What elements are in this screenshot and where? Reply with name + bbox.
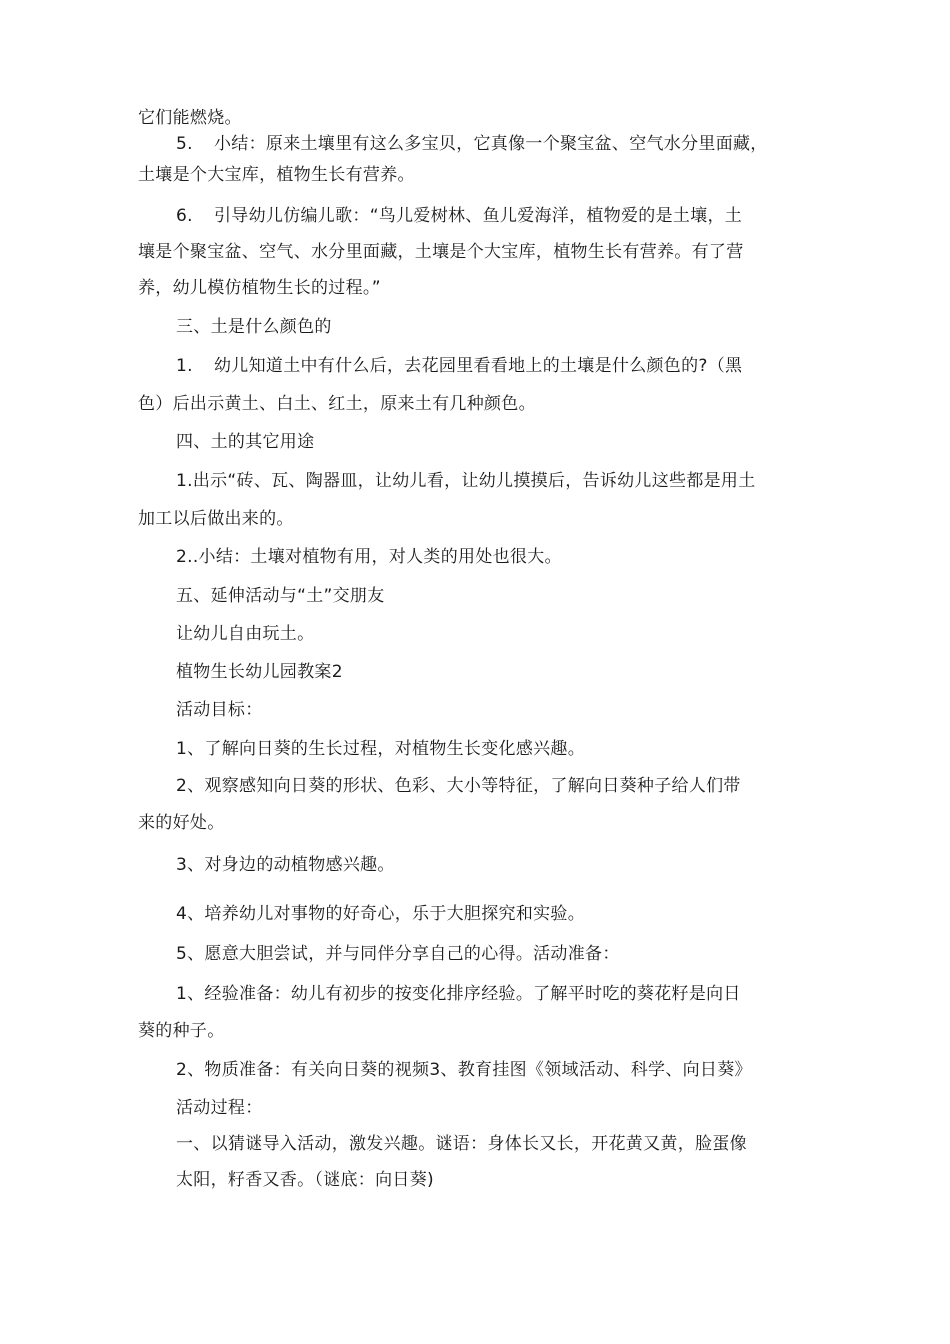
text-line: 土壤是个大宝库，植物生长有营养。 — [138, 165, 415, 185]
text-line: 2、观察感知向日葵的形状、色彩、大小等特征，了解向日葵种子给人们带 — [176, 776, 741, 796]
text-line: 4、培养幼儿对事物的好奇心，乐于大胆探究和实验。 — [176, 904, 586, 924]
text-line: 一、以猜谜导入活动，激发兴趣。谜语：身体长又长，开花黄又黄，脸蛋像 — [176, 1134, 747, 1154]
section-heading: 活动过程： — [176, 1098, 263, 1118]
text-line: 幼儿知道土中有什么后，去花园里看看地上的土壤是什么颜色的?（黑 — [214, 356, 743, 376]
list-item-5 — [176, 132, 768, 156]
section-heading: 三、土是什么颜色的 — [176, 317, 332, 337]
text-line: 让幼儿自由玩土。 — [176, 624, 315, 644]
text-line: 小结：原来土壤里有这么多宝贝，它真像一个聚宝盆、空气水分里面藏， — [214, 134, 768, 154]
list-number: 5. — [176, 134, 193, 154]
text-line: 色）后出示黄土、白土、红土，原来土有几种颜色。 — [138, 394, 536, 414]
text-line: 1.出示“砖、瓦、陶器皿，让幼儿看，让幼儿摸摸后，告诉幼儿这些都是用土 — [176, 471, 756, 491]
text-line: 3、对身边的动植物感兴趣。 — [176, 855, 395, 875]
document-title: 植物生长幼儿园教案2 — [176, 662, 343, 682]
text-line: 2..小结：土壤对植物有用，对人类的用处也很大。 — [176, 547, 562, 567]
text-line: 来的好处。 — [138, 813, 225, 833]
section-heading: 活动目标： — [176, 700, 263, 720]
text-line: 5、愿意大胆尝试，并与同伴分享自己的心得。活动准备： — [176, 944, 620, 964]
section-heading: 五、延伸活动与“土”交朋友 — [176, 586, 385, 606]
text-line: 引导幼儿仿编儿歌：“鸟儿爱树林、鱼儿爱海洋，植物爱的是土壤，土 — [214, 206, 743, 226]
text-line: 壤是个聚宝盆、空气、水分里面藏，土壤是个大宝库，植物生长有营养。有了营 — [138, 242, 744, 262]
text-line: 养，幼儿模仿植物生长的过程。” — [138, 278, 381, 298]
list-number: 1. — [176, 356, 193, 376]
text-line: 它们能燃烧。 — [138, 108, 242, 128]
text-line: 2、物质准备：有关向日葵的视频3、教育挂图《领域活动、科学、向日葵》 — [176, 1060, 752, 1080]
text-line: 葵的种子。 — [138, 1021, 225, 1041]
text-line: 加工以后做出来的。 — [138, 509, 294, 529]
list-item-1 — [176, 354, 742, 378]
text-line: 1、经验准备：幼儿有初步的按变化排序经验。了解平时吃的葵花籽是向日 — [176, 984, 741, 1004]
text-line: 1、了解向日葵的生长过程，对植物生长变化感兴趣。 — [176, 739, 586, 759]
list-number: 6. — [176, 206, 193, 226]
text-line: 太阳，籽香又香。（谜底：向日葵) — [176, 1170, 434, 1190]
section-heading: 四、土的其它用途 — [176, 432, 315, 452]
list-item-6 — [176, 204, 742, 228]
